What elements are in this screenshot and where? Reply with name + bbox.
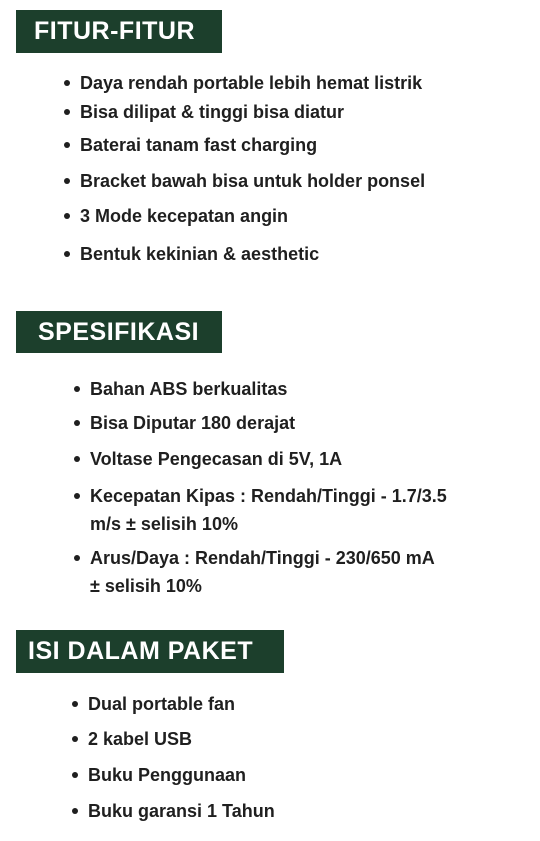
list-item-text: Kecepatan Kipas : Rendah/Tinggi - 1.7/3.5: [90, 486, 447, 506]
list-item-text: Buku garansi 1 Tahun: [88, 801, 275, 821]
list-item-text: Bahan ABS berkualitas: [90, 379, 288, 399]
list-item: [90, 545, 435, 571]
list-item: [80, 70, 422, 96]
list-item-text: Daya rendah portable lebih hemat listrik: [80, 73, 423, 93]
list-item-text: m/s ± selisih 10%: [90, 514, 238, 534]
bullet-dot-icon: [74, 456, 80, 462]
bullet-dot-icon: [72, 808, 78, 814]
list-item: [90, 410, 295, 436]
list-item-text: 2 kabel USB: [88, 729, 193, 749]
list-item: [80, 132, 317, 158]
bullet-dot-icon: [72, 701, 78, 707]
section-title-isi-paket-text: ISI DALAM PAKET: [28, 637, 254, 665]
list-item-continuation: [90, 573, 202, 599]
section-title-fitur: [16, 10, 222, 53]
list-item-text: Bisa Diputar 180 derajat: [90, 413, 296, 433]
list-item: [88, 691, 235, 717]
list-item: [80, 203, 288, 229]
list-item-text: Bracket bawah bisa untuk holder ponsel: [80, 171, 426, 191]
list-item: [80, 241, 319, 267]
list-item: [90, 483, 447, 509]
list-item-text: Arus/Daya : Rendah/Tinggi - 230/650 mA: [90, 548, 435, 568]
bullet-dot-icon: [64, 178, 70, 184]
list-item: [88, 726, 192, 752]
list-item: [80, 168, 425, 194]
list-item: [90, 446, 342, 472]
list-item-text: Dual portable fan: [88, 694, 236, 714]
bullet-dot-icon: [72, 736, 78, 742]
bullet-dot-icon: [74, 555, 80, 561]
list-item-text: Bisa dilipat & tinggi bisa diatur: [80, 102, 345, 122]
list-item-text: Buku Penggunaan: [88, 765, 247, 785]
list-item: [88, 762, 246, 788]
list-item-text: 3 Mode kecepatan angin: [80, 206, 289, 226]
bullet-dot-icon: [64, 80, 70, 86]
list-item-continuation: [90, 511, 238, 537]
bullet-dot-icon: [74, 420, 80, 426]
list-item-text: ± selisih 10%: [90, 576, 202, 596]
section-title-fitur-text: FITUR-FITUR: [34, 17, 196, 45]
list-item: [80, 99, 344, 125]
section-title-spesifikasi-text: SPESIFIKASI: [38, 317, 200, 346]
list-item: [88, 798, 275, 824]
bullet-dot-icon: [64, 109, 70, 115]
bullet-dot-icon: [74, 386, 80, 392]
bullet-dot-icon: [64, 251, 70, 257]
list-item-text: Bentuk kekinian & aesthetic: [80, 244, 320, 264]
bullet-dot-icon: [64, 213, 70, 219]
list-item-text: Voltase Pengecasan di 5V, 1A: [90, 449, 343, 469]
section-title-isi-paket: [16, 630, 284, 673]
section-title-spesifikasi: [16, 311, 222, 353]
bullet-dot-icon: [72, 772, 78, 778]
bullet-dot-icon: [74, 493, 80, 499]
list-item-text: Baterai tanam fast charging: [80, 135, 318, 155]
bullet-dot-icon: [64, 142, 70, 148]
list-item: [90, 376, 287, 402]
